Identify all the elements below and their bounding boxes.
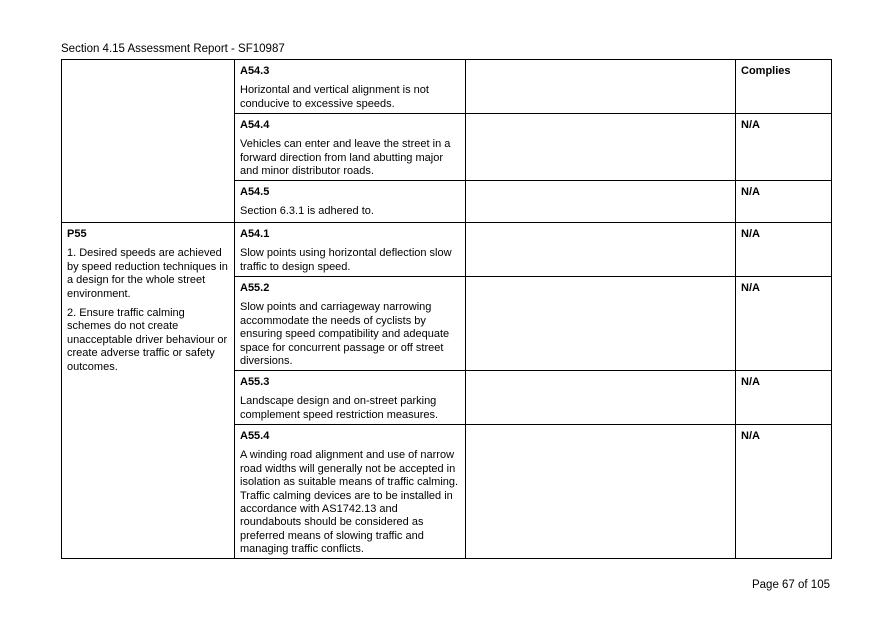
solution-code: A54.4: [240, 119, 270, 131]
comment-cell: [466, 114, 736, 181]
table-row: [62, 223, 832, 277]
solution-description: Vehicles can enter and leave the street in a forward direction from land abutting major and minor distributor roads.: [240, 138, 451, 178]
compliance-cell: [736, 223, 832, 277]
compliance-status: N/A: [741, 186, 760, 198]
performance-criteria-cell-empty: [62, 60, 235, 223]
comment-cell: [466, 425, 736, 559]
compliance-cell: [736, 277, 832, 371]
page-header: Section 4.15 Assessment Report - SF10987: [61, 43, 285, 55]
solution-code: A54.1: [240, 228, 270, 240]
acceptable-solution-cell: [235, 114, 466, 181]
solution-code: A54.3: [240, 65, 270, 77]
page-number: Page 67 of 105: [751, 579, 830, 591]
solution-description: Section 6.3.1 is adhered to.: [240, 205, 374, 218]
solution-code: A55.3: [240, 376, 270, 388]
solution-description: Slow points using horizontal deflection slow traffic to design speed.: [240, 247, 452, 273]
compliance-status: N/A: [741, 376, 760, 388]
solution-description: Horizontal and vertical alignment is not conducive to excessive speeds.: [240, 84, 429, 110]
acceptable-solution-cell: [235, 371, 466, 425]
acceptable-solution-cell: [235, 181, 466, 223]
comment-cell: [466, 277, 736, 371]
table-row: [62, 60, 832, 114]
acceptable-solution-cell: [235, 223, 466, 277]
performance-paragraph: 1. Desired speeds are achieved by speed reduction techniques in a design for the whole street environment.: [67, 247, 228, 300]
acceptable-solution-cell: [235, 425, 466, 559]
solution-description: Landscape design and on-street parking complement speed restriction measures.: [240, 395, 439, 421]
performance-criteria-cell: [62, 223, 235, 559]
comment-cell: [466, 371, 736, 425]
compliance-status: N/A: [741, 430, 760, 442]
compliance-cell: [736, 60, 832, 114]
compliance-cell: [736, 425, 832, 559]
solution-code: A55.4: [240, 430, 270, 442]
performance-code: P55: [67, 228, 87, 240]
solution-code: A54.5: [240, 186, 270, 198]
acceptable-solution-cell: [235, 277, 466, 371]
performance-paragraph: 2. Ensure traffic calming schemes do not create unacceptable driver behaviour or create adverse traffic or safety outcomes.: [67, 307, 228, 373]
comment-cell: [466, 181, 736, 223]
comment-cell: [466, 223, 736, 277]
compliance-cell: [736, 181, 832, 223]
compliance-status: N/A: [741, 282, 760, 294]
compliance-cell: [736, 371, 832, 425]
compliance-status: N/A: [741, 119, 760, 131]
acceptable-solution-cell: [235, 60, 466, 114]
solution-description: A winding road alignment and use of narrow road widths will generally not be accepted in isolation as suitable means of traffic calming. Traffic calming devices are to be installed in accordance with AS1742.13 and roundabouts should be considered as preferred means of slowing traffic and managing traffic conflicts.: [240, 449, 459, 556]
compliance-status: Complies: [741, 65, 791, 77]
compliance-cell: [736, 114, 832, 181]
solution-description: Slow points and carriageway narrowing accommodate the needs of cyclists by ensuring speed compatibility and adequate space for concurrent passage or off street diversions.: [240, 301, 450, 368]
assessment-table: [61, 59, 832, 559]
solution-code: A55.2: [240, 282, 270, 294]
comment-cell: [466, 60, 736, 114]
compliance-status: N/A: [741, 228, 760, 240]
